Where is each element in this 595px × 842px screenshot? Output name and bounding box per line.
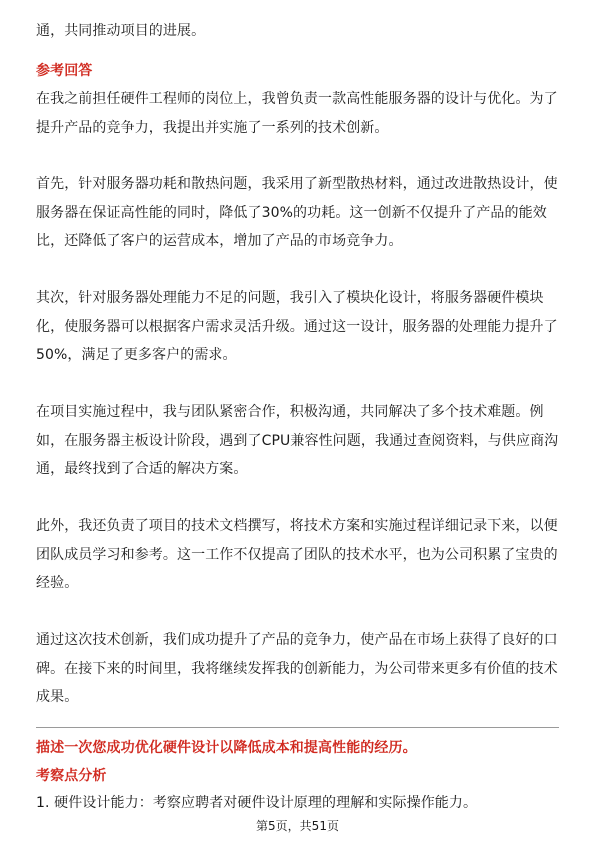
intro-tail-text: 通，共同推动项目的进展。 xyxy=(36,23,206,39)
answer-paragraph-4: 在项目实施过程中，我与团队紧密合作，积极沟通，共同解决了多个技术难题。例如，在服务器主板设计阶段，遇到了CPU兼容性问题，我通过查阅资料，与供应商沟通，最终找到了合适的解决方案。 xyxy=(36,404,559,477)
next-question-title: 描述一次您成功优化硬件设计以降低成本和提高性能的经历。 xyxy=(36,740,417,756)
answer-paragraph-6: 通过这次技术创新，我们成功提升了产品的竞争力，使产品在市场上获得了良好的口碑。在接下来的时间里，我将继续发挥我的创新能力，为公司带来更多有价值的技术成果。 xyxy=(36,632,558,705)
answer-paragraph-5: 此外，我还负责了项目的技术文档撰写，将技术方案和实施过程详细记录下来，以便团队成员学习和参考。这一工作不仅提高了团队的技术水平，也为公司积累了宝贵的经验。 xyxy=(36,518,558,591)
answer-paragraph-3: 其次，针对服务器处理能力不足的问题，我引入了模块化设计，将服务器硬件模块化，使服务器可以根据客户需求灵活升级。通过这一设计，服务器的处理能力提升了50%，满足了更多客户的需求。 xyxy=(36,290,558,363)
answer-heading: 参考回答 xyxy=(36,63,93,79)
answer-paragraph-1: 在我之前担任硬件工程师的岗位上，我曾负责一款高性能服务器的设计与优化。为了提升产品的竞争力，我提出并实施了一系列的技术创新。 xyxy=(36,91,558,136)
analysis-heading: 考察点分析 xyxy=(36,768,107,784)
analysis-item-1: 1. 硬件设计能力：考察应聘者对硬件设计原理的理解和实际操作能力。 xyxy=(36,795,478,811)
section-divider xyxy=(36,727,559,728)
answer-paragraph-2: 首先，针对服务器功耗和散热问题，我采用了新型散热材料，通过改进散热设计，使服务器在保证高性能的同时，降低了30%的功耗。这一创新不仅提升了产品的能效比，还降低了客户的运营成本，增加了产品的市场竞争力。 xyxy=(36,176,558,249)
page-number-footer: 第5页，共51页 xyxy=(256,819,339,833)
